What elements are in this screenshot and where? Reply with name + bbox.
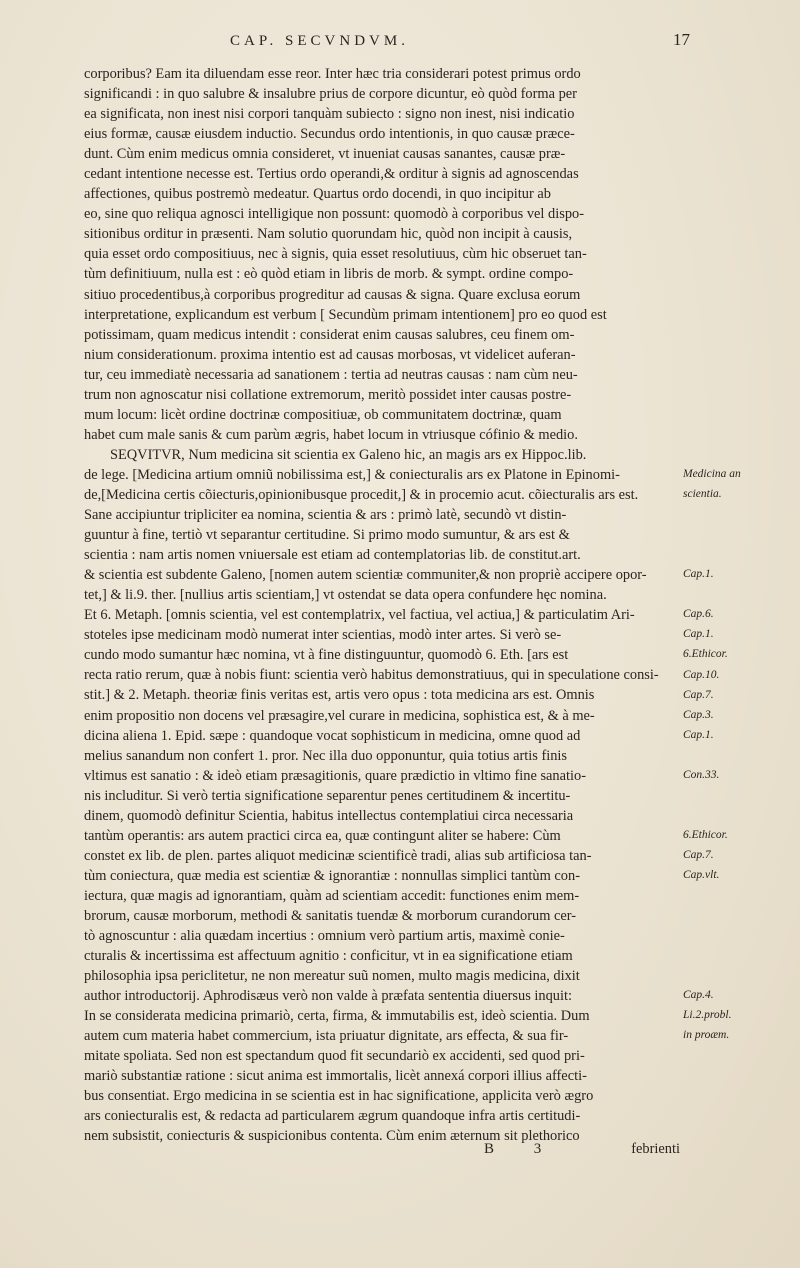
text-line: tet,] & li.9. ther. [nullius artis scientiam,] vt ostendat se data opera confundere hęc nomina. [84,587,607,604]
text-line: tantùm operantis: ars autem practici circa ea, quæ contingunt aliter se habere: Cùm [84,827,561,844]
marginal-note: 6.Ethicor. [683,648,728,661]
text-line: Et 6. Metaph. [omnis scientia, vel est contemplatrix, vel factiua, vel actiua,] & particulatim Ari- [84,607,635,624]
text-line: & scientia est subdente Galeno, [nomen autem scientiæ communiter,& non propriè accipere opor- [84,567,647,584]
text-line: interpretatione, explicandum est verbum [ Secundùm primam intentionem] pro eo quod est [84,306,607,323]
text-line: tur, ceu immediatè necessaria ad sanationem : tertia ad neutras causas : nam cùm neu- [84,366,578,383]
text-line: guuntur à fine, tertiò vt separantur certitudine. Si primo modo sumuntur, & ars est & [84,527,570,544]
text-line: tùm definitiuum, nulla est : eò quòd etiam in libris de morb. & sympt. ordine compo- [84,266,574,283]
text-line: eius formæ, causæ eiusdem inductio. Secundus ordo intentionis, in quo causæ præce- [84,126,575,143]
page-footer [84,1141,680,1161]
text-line: quia esset ordo compositiuus, nec à signis, quia esset resolutiuus, cùm hic obseruet tan- [84,246,587,263]
text-line: dunt. Cùm enim medicus omnia consideret, vt inueniat causas sanantes, causæ præ- [84,146,566,163]
text-line: scientia : nam artis nomen vniuersale est etiam ad contemplatorias lib. de constitut.art. [84,547,581,564]
text-line: Sane accipiuntur tripliciter ea nomina, scientia & ars : primò latè, secundò vt distin- [84,507,567,524]
catchword: febrienti [631,1141,680,1157]
text-line: de,[Medicina certis cõiecturis,opinionibusque procedit,] & in procemio acut. cõiecturalis ars est. [84,486,639,503]
text-line: ea significata, non inest nisi corpori tanquàm subiecto : signo non inest, nisi indicatio [84,106,575,123]
marginal-note: Cap.4. [683,989,714,1002]
text-line: nium considerationum. proxima intentio est ad causas morbosas, vt videlicet auferan- [84,346,576,363]
marginal-note: Con.33. [683,768,720,781]
text-line: stoteles ipse medicinam modò numerat inter scientias, modò inter artes. Si verò se- [84,627,562,644]
text-line: mum locum: licèt ordine doctrinæ compositiuæ, ob communitatem doctrinæ, quam [84,406,562,423]
text-line: tùm coniectura, quæ media est scientiæ & ignorantiæ : nonnullas simplici tantùm con- [84,867,580,884]
text-line: stit.] & 2. Metaph. theoriæ finis veritas est, artis vero opus : tota medicina ars est. Omnis [84,687,595,704]
running-title: CAP. SECVNDVM. [230,33,409,49]
marginal-note: Cap.7. [683,688,714,701]
text-line: de lege. [Medicina artium omniũ nobilissima est,] & coniecturalis ars ex Platone in Epinomi- [84,466,620,483]
marginal-note: 6.Ethicor. [683,828,728,841]
marginal-note: in proæm. [683,1029,730,1042]
text-line: habet cum male sanis & cum parùm ægris, habet locum in vtriusque cófinio & medio. [84,426,578,443]
text-line: sitionibus orditur in præsenti. Nam solutio quorundam hic, quòd non incipit à causis, [84,226,573,243]
marginal-note: Cap.1. [683,568,714,581]
text-line: bus consentiat. Ergo medicina in se scientia est in hac significatione, applicita verò ægro [84,1088,594,1105]
folio-number: 17 [673,30,690,49]
text-line: dicina aliena 1. Epid. sæpe : quandoque vocat sophisticum in medicina, omne quod ad [84,727,581,744]
text-line: vltimus est sanatio : & ideò etiam præsagitionis, quare prædictio in vltimo fine sanatio- [84,767,586,784]
marginal-note: Cap.7. [683,848,714,861]
marginal-note: Cap.3. [683,708,714,721]
marginal-note: Li.2.probl. [683,1009,732,1022]
marginal-note: Cap.1. [683,628,714,641]
text-line: author introductorij. Aphrodisæus verò non valde à præfata sententia diuersus inquit: [84,988,572,1005]
text-line: ars coniecturalis est, & redacta ad particularem ægrum quandoque infra artis certitudi- [84,1108,581,1125]
text-line: recta ratio rerum, quæ à nobis fiunt: scientia verò habitus demonstratiuus, qui in speculatione consi- [84,667,659,684]
text-line: mitate spoliata. Sed non est spectandum quod fit secundariò ex accidenti, sed quod pri- [84,1048,585,1065]
text-line: trum non agnoscatur nisi collatione extremorum, meritò possidet inter causas postre- [84,386,572,403]
text-line: constet ex lib. de plen. partes aliquot medicinæ scientificè tradi, alias sub artificiosa tan- [84,847,592,864]
text-line: enim propositio non docens vel præsagire,vel curare in medicina, sophistica est, & à me- [84,707,595,724]
text-line: SEQVITVR, Num medicina sit scientia ex Galeno hic, an magis ars ex Hippoc.lib. [110,446,587,463]
text-line: autem cum materia habet commercium, ista priuatur dignitate, ars effecta, & sua fir- [84,1028,569,1045]
text-line: eo, sine quo reliqua agnosci intelligique non possunt: quomodò à corporibus vel dispo- [84,206,584,223]
text-line: cturalis & incertissima est affectuum agnitio : conficitur, vt in ea significatione etiam [84,948,573,965]
marginal-note: Cap.1. [683,728,714,741]
marginal-note: Cap.10. [683,668,720,681]
text-line: mariò substantiæ ratione : sicut anima est immortalis, licèt annexá corpori illius affecti- [84,1068,587,1085]
text-line: In se considerata medicina primariò, certa, firma, & immutabilis est, ideò scientia. Dum [84,1008,590,1025]
text-line: corporibus? Eam ita diluendam esse reor. Inter hæc tria considerari potest primus ordo [84,66,581,82]
marginal-note: Medicina an [683,468,741,480]
marginal-note: scientia. [683,488,722,501]
text-line: nis includitur. Si verò tertia significatione separentur penes certitudinem & incertitu- [84,787,571,804]
text-line: affectiones, quibus postremò medeatur. Quartus ordo docendi, in quo incipitur ab [84,186,551,203]
text-line: sitiuo procedentibus,à corporibus progreditur ad causas & signa. Quare exclusa eorum [84,286,581,303]
text-line: cundo modo sumantur hæc nomina, vt à fine distinguuntur, quomodò 6. Eth. [ars est [84,647,569,664]
marginal-note: Cap.vlt. [683,869,720,881]
marginal-note: Cap.6. [683,608,714,621]
main-text-block [84,64,680,1147]
signature-mark: B 3 [484,1141,560,1157]
text-line: nem subsistit, coniecturis & suspicionibus contenta. Cùm enim æternum sit plethorico [84,1128,580,1145]
text-line: cedant intentione necesse est. Tertius ordo operandi,& orditur à signis ad agnoscendas [84,166,579,183]
text-line: dinem, quomodò definitur Scientia, habitus intellectus contemplatiui circa necessaria [84,807,574,824]
text-line: iectura, quæ magis ad ignorantiam, quàm ad scientiam accedit: functiones enim mem- [84,887,580,904]
text-line: melius sanandum non confert 1. pror. Nec illa duo opponuntur, quia totius artis finis [84,747,568,764]
running-header [230,30,690,50]
text-line: tò agnoscuntur : alia quædam incertius : omnium verò partium artis, maximè conie- [84,928,565,945]
text-line: philosophia ipsa periclitetur, ne non mereatur suũ nomen, multo magis medicina, dixit [84,968,580,985]
text-line: potissimam, quam medicus intendit : considerat enim causas salubres, ceu finem om- [84,326,575,343]
text-line: significandi : in quo salubre & insalubre prius de corpore dicuntur, eò quòd forma per [84,86,577,103]
text-line: brorum, causæ morborum, methodi & sanitatis tuendæ & morborum curandorum cer- [84,907,577,924]
